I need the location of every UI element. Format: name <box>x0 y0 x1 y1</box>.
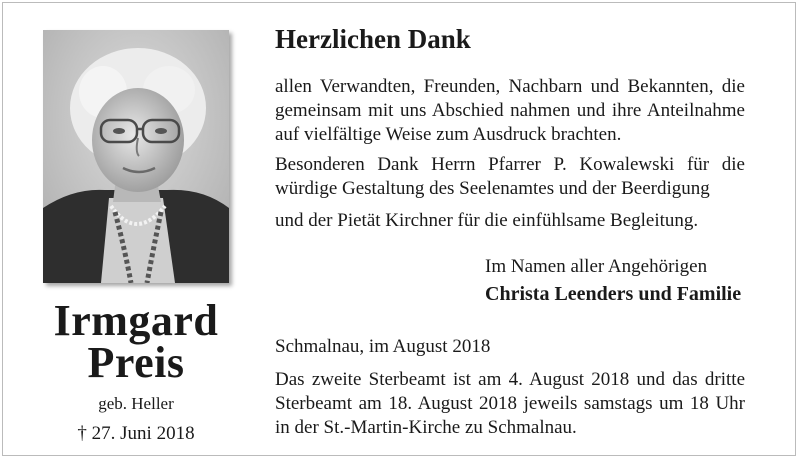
death-date: † 27. Juni 2018 <box>77 423 195 444</box>
deceased-last-name: Preis <box>87 338 185 387</box>
special-thanks-paragraph: Besonderen Dank Herrn Pfarrer P. Kowalewski für die würdige Gestaltung des Seelenamtes und der Beerdigung <box>275 154 745 199</box>
deceased-name-block <box>20 296 252 445</box>
birth-name: geb. Heller <box>98 394 174 413</box>
portrait-photo <box>43 30 229 283</box>
family-signature: Christa Leenders und Familie <box>485 283 742 305</box>
on-behalf-line: Im Namen aller Angehörigen <box>485 256 708 277</box>
funeral-home-thanks: und der Pietät Kirchner für die einfühlsame Begleitung. <box>275 210 699 231</box>
deceased-first-name: Irmgard <box>53 296 219 345</box>
place-date: Schmalnau, im August 2018 <box>275 336 491 357</box>
memorial-mass-info: Das zweite Sterbeamt ist am 4. August 2018 und das dritte Sterbeamt am 18. August 2018 jeweils samstags um 18 Uhr in der St.-Martin-Kirche zu Schmalnau. <box>275 369 745 438</box>
thanks-paragraph: allen Verwandten, Freunden, Nachbarn und Bekannten, die gemeinsam mit uns Abschied nahmen und ihre Anteilnahme auf vielfältige Weise zum Ausdruck brachten. <box>275 76 745 145</box>
notice-heading: Herzlichen Dank <box>275 24 471 54</box>
